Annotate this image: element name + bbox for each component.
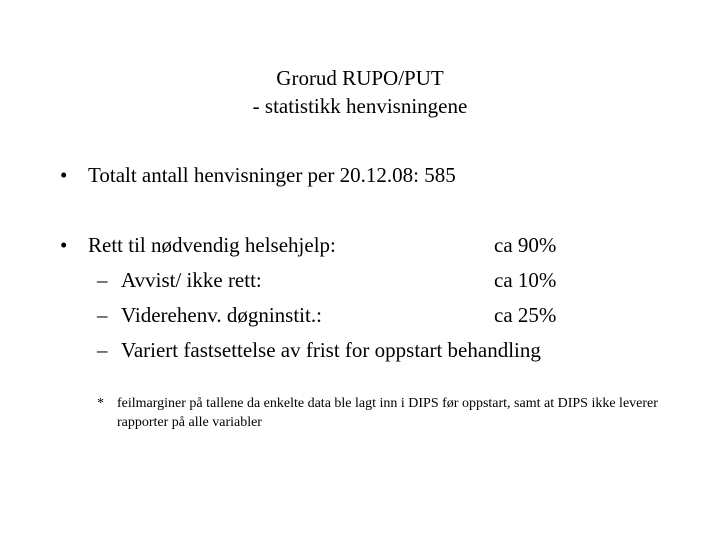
footnote-marker: * <box>97 396 104 411</box>
sub-item-rejected: Avvist/ ikke rett: <box>121 268 262 292</box>
sub-item-referred-on-value: ca 25% <box>494 303 557 327</box>
sub-item-dash: – <box>97 268 108 292</box>
sub-item-rejected-value: ca 10% <box>494 268 557 292</box>
sub-item-varied-deadline: Variert fastsettelse av frist for oppstart behandling <box>121 338 541 362</box>
bullet-right-to-care-value: ca 90% <box>494 233 557 257</box>
bullet-marker: • <box>60 233 68 257</box>
bullet-marker: • <box>60 163 68 187</box>
bullet-total-referrals: Totalt antall henvisninger per 20.12.08: 585 <box>88 163 456 187</box>
sub-item-dash: – <box>97 338 108 362</box>
slide-title: Grorud RUPO/PUT <box>276 66 444 90</box>
footnote-text: feilmarginer på tallene da enkelte data ble lagt inn i DIPS før oppstart, samt at DIPS ikke leverer rapporter på alle variabler <box>117 396 658 430</box>
bullet-right-to-care: Rett til nødvendig helsehjelp: <box>88 233 336 257</box>
sub-item-dash: – <box>97 303 108 327</box>
slide-subtitle: - statistikk henvisningene <box>252 94 468 118</box>
sub-item-referred-on: Viderehenv. døgninstit.: <box>121 303 322 327</box>
